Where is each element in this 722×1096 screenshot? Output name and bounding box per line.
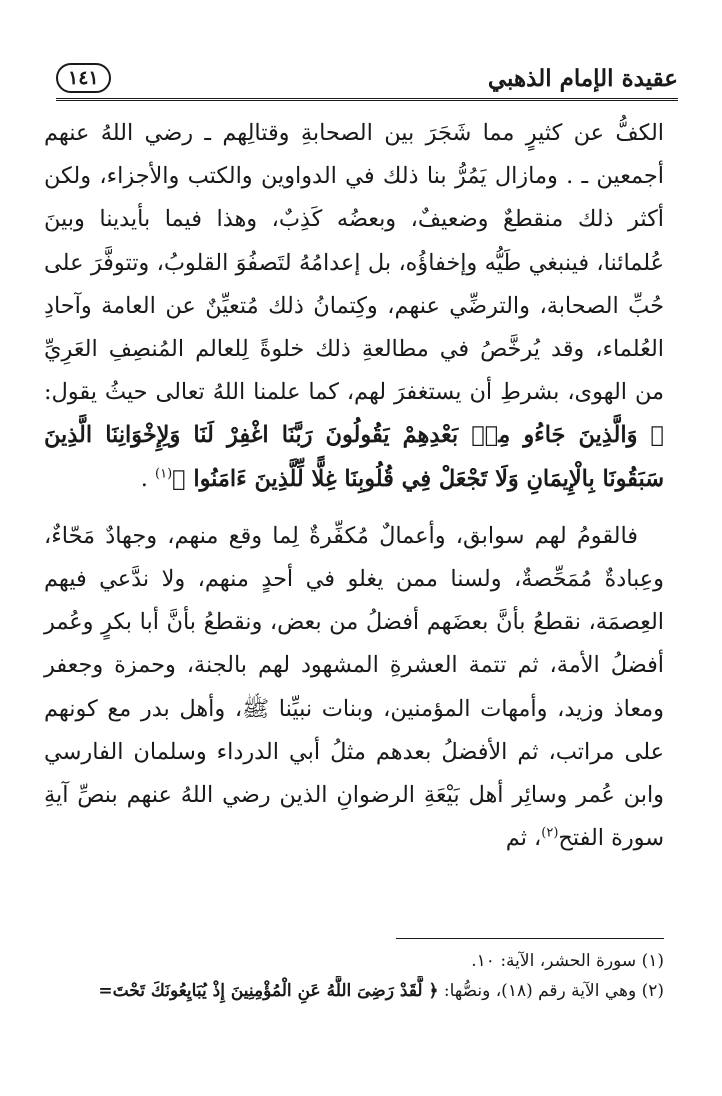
- footnote-1: (١) سورة الحشر، الآية: ١٠.: [471, 951, 664, 971]
- footnote-2-verse: ﴿ لَّقَدْ رَضِىَ اللَّهُ عَنِ الْمُؤْمِنِينَ إِذْ يُبَايِعُونَكَ تَحْتَ=: [98, 981, 439, 1001]
- footnote-ref-1: (١): [155, 466, 173, 482]
- paragraph-2-text: فالقومُ لهم سوابق، وأعمالٌ مُكفِّرةٌ لِما وقع منهم، وجهادٌ مَحّاءٌ، وعِبادةٌ مُمَحِّصةٌ، ولسنا ممن يغلو في أحدٍ منهم، ولا ندَّعي فيهم العِصمَة، نقطعُ بأنَّ بعضَهم أفضلُ من بعض، ونقطعُ بأنَّ أبا بكرٍ وعُمر أفضلُ الأمة، ثم تتمة العشرةِ المشهود لهم بالجنة، وحمزة وجعفر ومعاذ وزيد، وأمهات المؤمنين، وبنات نبيِّنا ﷺ، وأهل بدر مع كونهم على مراتب، ثم الأفضلُ بعدهم مثلُ أبي الدرداء وسلمان الفارسي وابن عُمر وسائِر أهل بَيْعَةِ الرضوانِ الذين رضي اللهُ عنهم بنصِّ آيةِ سورة الفتح: [44, 522, 664, 852]
- running-header: [56, 58, 678, 101]
- footnote-2-text: (٢) وهي الآية رقم (١٨)، ونصُّها:: [443, 981, 664, 1001]
- page-number: ١٤١: [56, 63, 111, 93]
- paragraph-2: [44, 515, 664, 861]
- footnote-ref-2: (٢): [541, 825, 559, 841]
- footnote-2: [24, 976, 664, 1006]
- paragraph-2-end: ، ثم: [505, 825, 542, 852]
- paragraph-1-end: .: [140, 465, 148, 492]
- main-text: [44, 112, 664, 860]
- paragraph-1: [44, 112, 664, 501]
- footnote-separator: [396, 938, 664, 939]
- footnotes: [24, 946, 664, 1006]
- running-title: عقيدة الإمام الذهبي: [487, 64, 678, 92]
- paragraph-1-text: الكفُّ عن كثيرٍ مما شَجَرَ بين الصحابةِ وقتالِهم ـ رضي اللهُ عنهم أجمعين ـ . ومازال يَمُرُّ بنا ذلك في الدواوين والكتب والأجزاء، ولكن أكثر ذلك منقطعٌ وضعيفٌ، وبعضُه كَذِبٌ، وهذا فيما بأيدينا وبينَ عُلمائنا، فينبغي طَيُّه وإخفاؤُه، بل إعدامُهُ لتَصفُوَ القلوبُ، وتتوفَّرَ على حُبِّ الصحابة، والترضِّي عنهم، وكِتمانُ ذلك مُتعيِّنٌ عن العامة وآحادِ العُلماء، وقد يُرخَّصُ في مطالعةِ ذلك خلوةً لِلعالم المُنصِفِ العَرِيِّ من الهوى، بشرطِ أن يستغفرَ لهم، كما علمنا اللهُ تعالى حيثُ يقول:: [44, 120, 664, 406]
- quran-verse: ﴿ وَالَّذِينَ جَاءُو مِنۢ بَعْدِهِمْ يَقُولُونَ رَبَّنَا اغْفِرْ لَنَا وَلِإِخْوَانِنَا الَّذِينَ سَبَقُونَا بِالْإِيمَانِ وَلَا تَجْعَلْ فِي قُلُوبِنَا غِلًّا لِّلَّذِينَ ءَامَنُوا ﴾: [44, 422, 664, 492]
